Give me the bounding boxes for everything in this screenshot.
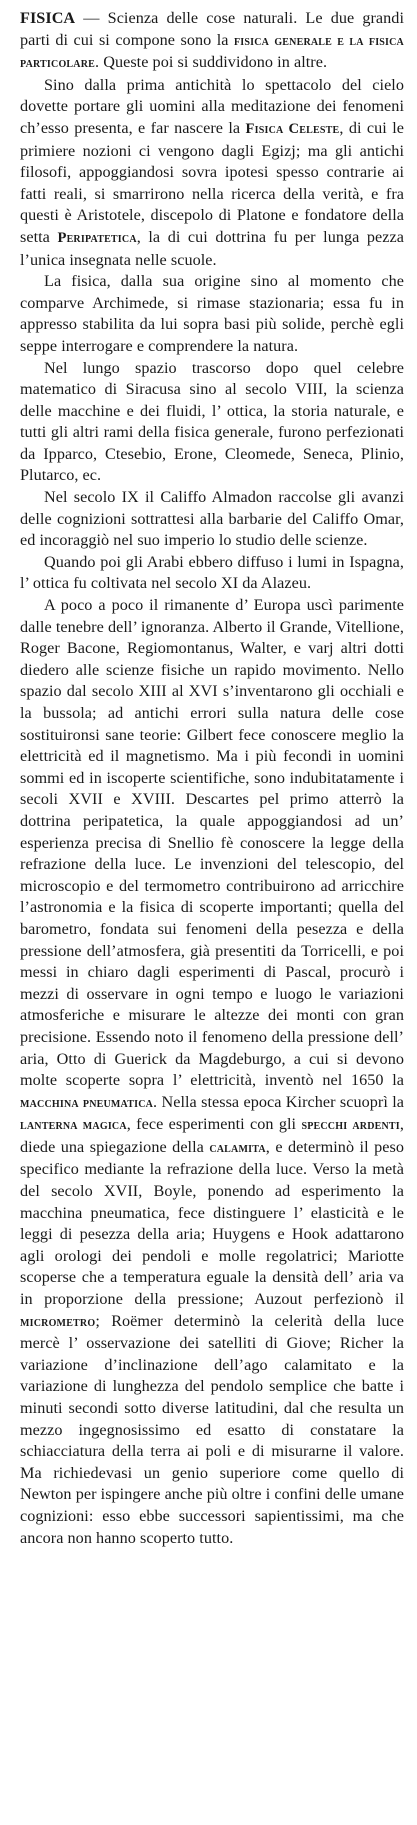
- paragraph-text: ; Roëmer determinò la celerità della luce mercè l’ osservazione dei satelliti di Giove; Richer la variazione d’inclinazione dell’ago calamitato e la variazione di lunghezza del pendolo semplice che batte i minuti secondi sotto diverse latitudini, dal che resulta un mezzo ingegnosissimo ed esatto di constatare la schiacciatura della terra ai poli e di misurarne il valore. Ma richiedevasi un genio superiore come quello di Newton per ispingere anche più oltre i confini delle umane cognizioni: esso ebbe successori sapientissimi, ma che ancora non hanno scoperto tutto.: [20, 1311, 404, 1547]
- paragraph-text: . Nella stessa epoca Kircher scuoprì la: [153, 1092, 405, 1111]
- entry-headword: FISICA: [20, 9, 76, 27]
- paragraph-text: , e determinò il peso specifico mediante la refrazione della luce. Verso la metà del secolo XVII, Boyle, ponendo ad esperimento la macchina pneumatica, fece distinguere l’ elasticità e le leggi di pesezza della aria; Huygens e Hook adattarono agli orologi dei pendoli e molle regolatrici; Mariotte scoperse che a temperatura eguale la densità dell’ aria va in proporzione della pressione; Auzout perfezionò il: [20, 1137, 404, 1309]
- small-caps-term: Peripatetica: [57, 229, 137, 246]
- small-caps-term: lanterna magica: [20, 1117, 127, 1134]
- dictionary-entry: [20, 8, 404, 1549]
- small-caps-term: micrometro: [20, 1313, 96, 1330]
- paragraph-text: A poco a poco il rimanente d’ Europa uscì parimente dalle tenebre dell’ ignoranza. Alberto il Grande, Vitellione, Roger Bacone, Regiomontanus, Walter, e varj altri dotti diedero alle scienze fisiche un rapido movimento. Nello spazio dal secolo XIII al XVI s’inventarono gli occhiali e la bussola; ad antichi errori sulla natura delle cose sostituironsi sane teorie: Gilbert fece conoscere meglio la elettricità ed il magnetismo. Ma i più fecondi in uomini sommi ed in iscoperte scientifiche, sono indubitatamente i secoli XVII e XVIII. Descartes pel primo atterrò la dottrina peripatetica, la quale appoggiandosi ad un’ esperienza precisa di Snellio fè conoscere la legge della refrazione della luce. Le invenzioni del telescopio, del microscopio e del termometro contribuirono ad arricchire l’astronomia e la fisica di scoperte importanti; quella del barometro, fondata sui fenomeni della pesezza e della pressione dell’atmosfera, già presentiti da Torricelli, e poi messi in chiaro dagli esperimenti di Pascal, procurò i mezzi di osservare in ogni tempo e luogo le variazioni atmosferiche e misurare le altezze dei monti con gran precisione. Essendo noto il fenomeno della pressione dell’ aria, Otto di Guerick da Magdeburgo, a cui si devono molte scoperte sopra l’ elettricità, inventò nel 1650 la: [20, 596, 404, 1090]
- paragraph-text: Quando poi gli Arabi ebbero diffuso i lumi in Ispagna, l’ ottica fu coltivata nel secolo XI da Alazeu.: [20, 552, 404, 593]
- entry-paragraph: [20, 552, 404, 595]
- small-caps-term: Fisica Celeste: [245, 120, 340, 137]
- small-caps-term: macchina pneumatica: [20, 1094, 154, 1111]
- paragraph-text: Nel lungo spazio trascorso dopo quel celebre matematico di Siracusa sino al secolo VIII, la scienza delle macchine e dei fluidi, l’ ottica, la storia naturale, e tutti gli altri rami della fisica generale, furono perfezionati da Ipparco, Ctesebio, Erone, Cleomede, Seneca, Plinio, Plutarco, ec.: [20, 358, 404, 485]
- paragraph-text: . Queste poi si suddividono in altre.: [95, 53, 328, 72]
- paragraph-text: La fisica, dalla sua origine sino al momento che comparve Archimede, si rimase stazionaria; essa fu in appresso stabilita da lui sopra basi più solide, perchè egli seppe interrogare e comprendere la natura.: [20, 272, 404, 355]
- paragraph-text: Sino dalla prima antichità lo spettacolo del cielo dovette portare gli uomini alla meditazione dei fenomeni ch’esso presenta, e far nascere la: [20, 75, 404, 137]
- entry-paragraph: [20, 358, 404, 488]
- entry-paragraph: [20, 487, 404, 552]
- paragraph-text: — Scienza delle cose naturali. Le due grandi parti di cui si compone sono la: [20, 9, 404, 49]
- paragraph-text: , diede una spiegazione della: [20, 1115, 404, 1156]
- entry-paragraph: [20, 595, 404, 1549]
- small-caps-term: specchi ardenti: [301, 1117, 400, 1134]
- paragraph-text: , di cui le primiere nozioni ci vengono dagli Egizj; ma gli antichi filosofi, appoggiandosi sovra ipotesi spesso contrarie ai fatti reali, si smarrirono nella ricerca della verità, e fra questi è Aristotele, discepolo di Platone e fondatore della setta: [20, 118, 404, 246]
- entry-paragraph: [20, 271, 404, 357]
- small-caps-term: fisica generale e la fisica particolare: [20, 32, 404, 72]
- paragraph-text: Nel secolo IX il Califfo Almadon raccolse gli avanzi delle cognizioni sottrattesi alla barbarie del Califfo Omar, ed incoraggiò nel suo imperio lo studio delle scienze.: [20, 488, 404, 550]
- entry-paragraph: [20, 75, 404, 271]
- paragraph-text: , la di cui dottrina fu per lunga pezza l’unica insegnata nelle scuole.: [20, 227, 404, 269]
- entry-definition: [20, 8, 404, 75]
- small-caps-term: calamita: [209, 1139, 266, 1156]
- paragraph-text: , fece esperimenti con gli: [126, 1115, 302, 1134]
